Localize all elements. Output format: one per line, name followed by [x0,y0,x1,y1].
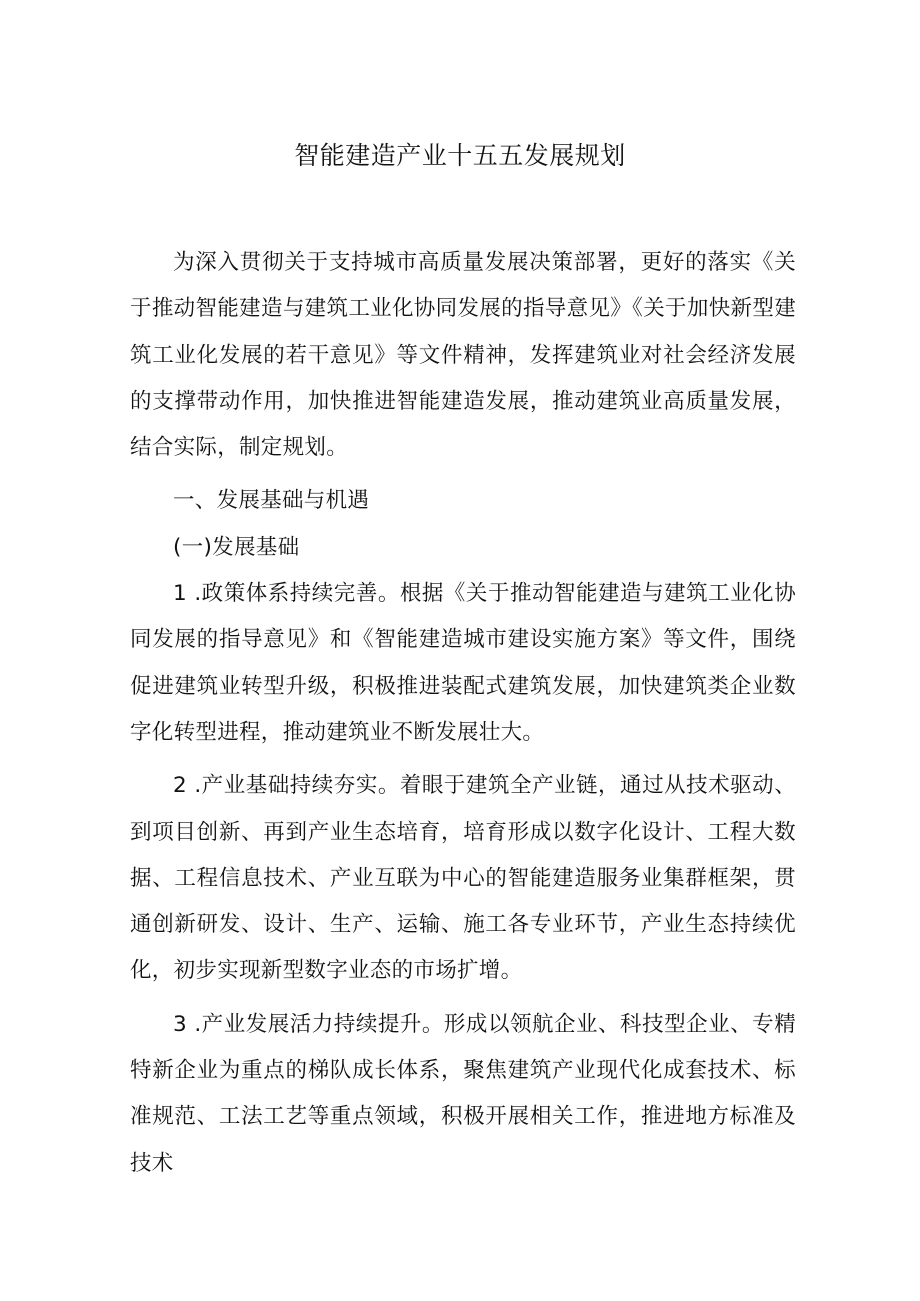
section-heading: 一、发展基础与机遇 [173,488,370,514]
numbered-paragraph-2: 2 .产业基础持续夯实。着眼于建筑全产业链，通过从技术驱动、到项目创新、再到产业生态培育，培育形成以数字化设计、工程大数据、工程信息技术、产业互联为中心的智能建造服务业集群框架，贯通创新研发、设计、生产、运输、施工各专业环节，产业生态持续优化，初步实现新型数字业态的市场扩增。 [130,773,796,984]
numbered-paragraph-3: 3 .产业发展活力持续提升。形成以领航企业、科技型企业、专精特新企业为重点的梯队成长体系，聚焦建筑产业现代化成套技术、标准规范、工法工艺等重点领域，积极开展相关工作，推进地方标准及技术 [130,1011,796,1176]
intro-paragraph: 为深入贯彻关于支持城市高质量发展决策部署，更好的落实《关于推动智能建造与建筑工业化协同发展的指导意见》《关于加快新型建筑工业化发展的若干意见》等文件精神，发挥建筑业对社会经济发展的支撑带动作用，加快推进智能建造发展，推动建筑业高质量发展，结合实际，制定规划。 [130,250,796,461]
document-title: 智能建造产业十五五发展规划 [294,141,626,170]
subsection-heading: (一)发展基础 [173,534,300,560]
numbered-paragraph-1: 1 .政策体系持续完善。根据《关于推动智能建造与建筑工业化协同发展的指导意见》和《智能建造城市建设实施方案》等文件，围绕促进建筑业转型升级，积极推进装配式建筑发展，加快建筑类企业数字化转型进程，推动建筑业不断发展壮大。 [130,581,796,745]
document-body [130,240,796,1194]
